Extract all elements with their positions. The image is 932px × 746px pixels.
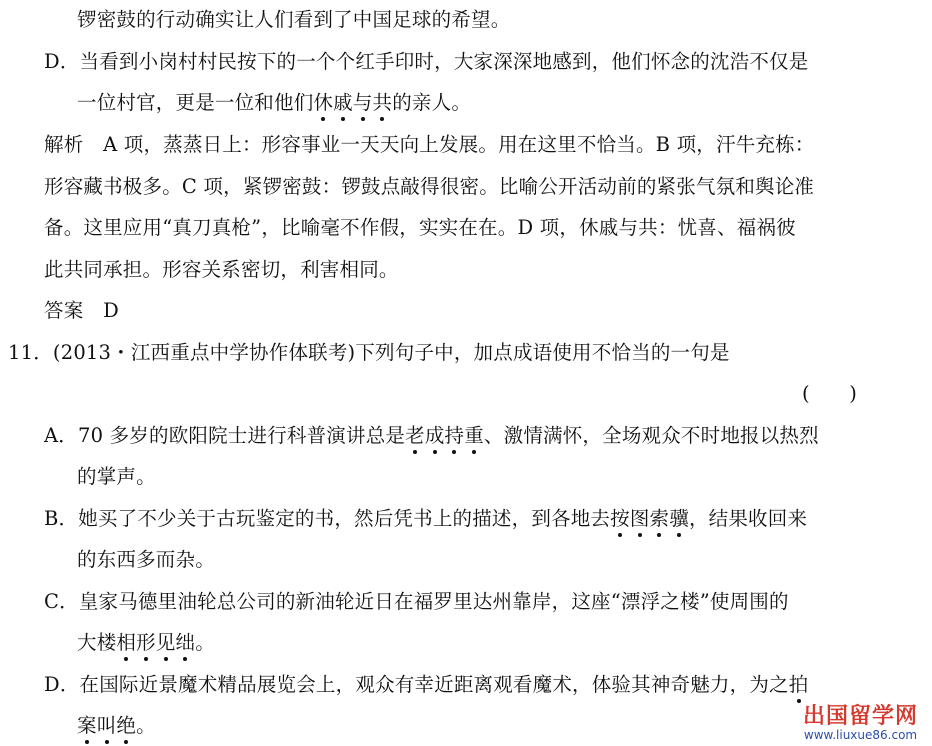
emphasis-dot-char: 持 (444, 424, 465, 447)
option-c-line-2 (77, 631, 215, 655)
analysis-line-2 (44, 175, 814, 199)
text-segment: 一位村官，更是一位和他们 (77, 91, 314, 114)
emphasis-dot-char: 与 (352, 91, 373, 114)
emphasis-dot-char: 戚 (333, 91, 353, 114)
analysis-text: 备。这里应用“真刀真枪”，比喻毫不作假，实实在在。D 项，休戚与共：忧喜、福祸彼 (44, 216, 796, 239)
text-segment: 的亲人。 (392, 91, 472, 114)
watermark-cn: 出国留学网 (802, 704, 918, 729)
text-segment: 。 (136, 714, 156, 737)
text-line (77, 8, 510, 32)
option-a-line-2 (77, 465, 156, 489)
dotted-idiom (789, 673, 809, 696)
text-segment: 的掌声。 (77, 465, 156, 488)
watermark-url: www.liuxue86.com (803, 728, 918, 742)
emphasis-dot-char: 绝 (116, 714, 137, 737)
option-a-line-1 (44, 424, 819, 448)
option-d-line-1 (44, 50, 808, 74)
analysis-line-3 (44, 216, 796, 240)
answer-line (44, 299, 119, 323)
answer-paren (802, 382, 857, 406)
emphasis-dot-char: 休 (313, 91, 334, 114)
dotted-idiom (116, 631, 195, 654)
option-c-line-1 (44, 590, 789, 614)
emphasis-dot-char: 老 (405, 424, 425, 447)
emphasis-dot-char: 骥 (669, 507, 689, 530)
text-segment: ”使周围的 (699, 590, 789, 613)
text-segment: C．皇家马德里油轮总公司的新油轮近日在福罗里达州靠岸，这座“ (44, 590, 621, 613)
option-b-line-1 (44, 507, 807, 531)
emphasis-dot-char: 叫 (96, 714, 117, 737)
analysis-line-4 (44, 258, 399, 282)
analysis-text: 解析 A 项，蒸蒸日上：形容事业一天天向上发展。用在这里不恰当。B 项，汗牛充栋： (44, 133, 815, 156)
emphasis-dot-char: 拍 (788, 673, 809, 696)
text-segment: 大楼 (77, 631, 117, 654)
plain-idiom: 漂浮之楼 (620, 590, 700, 613)
text-segment: A．70 多岁的欧阳院士进行科普演讲总是 (44, 424, 406, 447)
text-segment: 、激情满怀，全场观众不时地报以热烈 (483, 424, 819, 447)
option-d-line-2b (77, 714, 156, 738)
emphasis-dot-char: 形 (136, 631, 156, 654)
answer-text: 答案 D (44, 299, 119, 322)
emphasis-dot-char: 重 (464, 424, 484, 447)
emphasis-dot-char: 绌 (175, 631, 196, 654)
answer-blank: ( ) (802, 382, 858, 405)
option-d-line-2 (77, 91, 471, 115)
emphasis-dot-char: 按 (610, 507, 630, 530)
option-d-line-1b (44, 673, 808, 697)
emphasis-dot-char: 共 (372, 91, 393, 114)
text-segment: 。 (195, 631, 215, 654)
emphasis-dot-char: 相 (116, 631, 137, 654)
analysis-line-1 (44, 133, 815, 157)
dotted-idiom (77, 714, 136, 737)
text-segment: 的东西多而杂。 (77, 548, 215, 571)
analysis-text: 此共同承担。形容关系密切，利害相同。 (44, 258, 399, 281)
dotted-idiom (405, 424, 484, 447)
question-11-stem (8, 341, 730, 365)
emphasis-dot-char: 案 (77, 714, 97, 737)
site-watermark (803, 699, 918, 742)
emphasis-dot-char: 见 (155, 631, 176, 654)
text-segment: ，结果收回来 (688, 507, 808, 530)
emphasis-dot-char: 成 (424, 424, 445, 447)
dotted-idiom (313, 91, 392, 114)
emphasis-dot-char: 图 (629, 507, 650, 530)
question-text: 11．(2013・江西重点中学协作体联考)下列句子中，加点成语使用不恰当的一句是 (8, 341, 730, 364)
option-b-line-2 (77, 548, 215, 572)
option-d-text: D．当看到小岗村村民按下的一个个红手印时，大家深深地感到，他们怀念的沈浩不仅是 (44, 50, 809, 73)
dotted-idiom (610, 507, 689, 530)
continued-sentence: 锣密鼓的行动确实让人们看到了中国足球的希望。 (77, 8, 511, 31)
text-segment: D．在国际近景魔术精品展览会上，观众有幸近距离观看魔术，体验其神奇魅力，为之 (44, 673, 789, 696)
analysis-text: 形容藏书极多。C 项，紧锣密鼓：锣鼓点敲得很密。比喻公开活动前的紧张气氛和舆论准 (44, 175, 815, 198)
emphasis-dot-char: 索 (649, 507, 670, 530)
text-segment: B．她买了不少关于古玩鉴定的书，然后凭书上的描述，到各地去 (44, 507, 611, 530)
